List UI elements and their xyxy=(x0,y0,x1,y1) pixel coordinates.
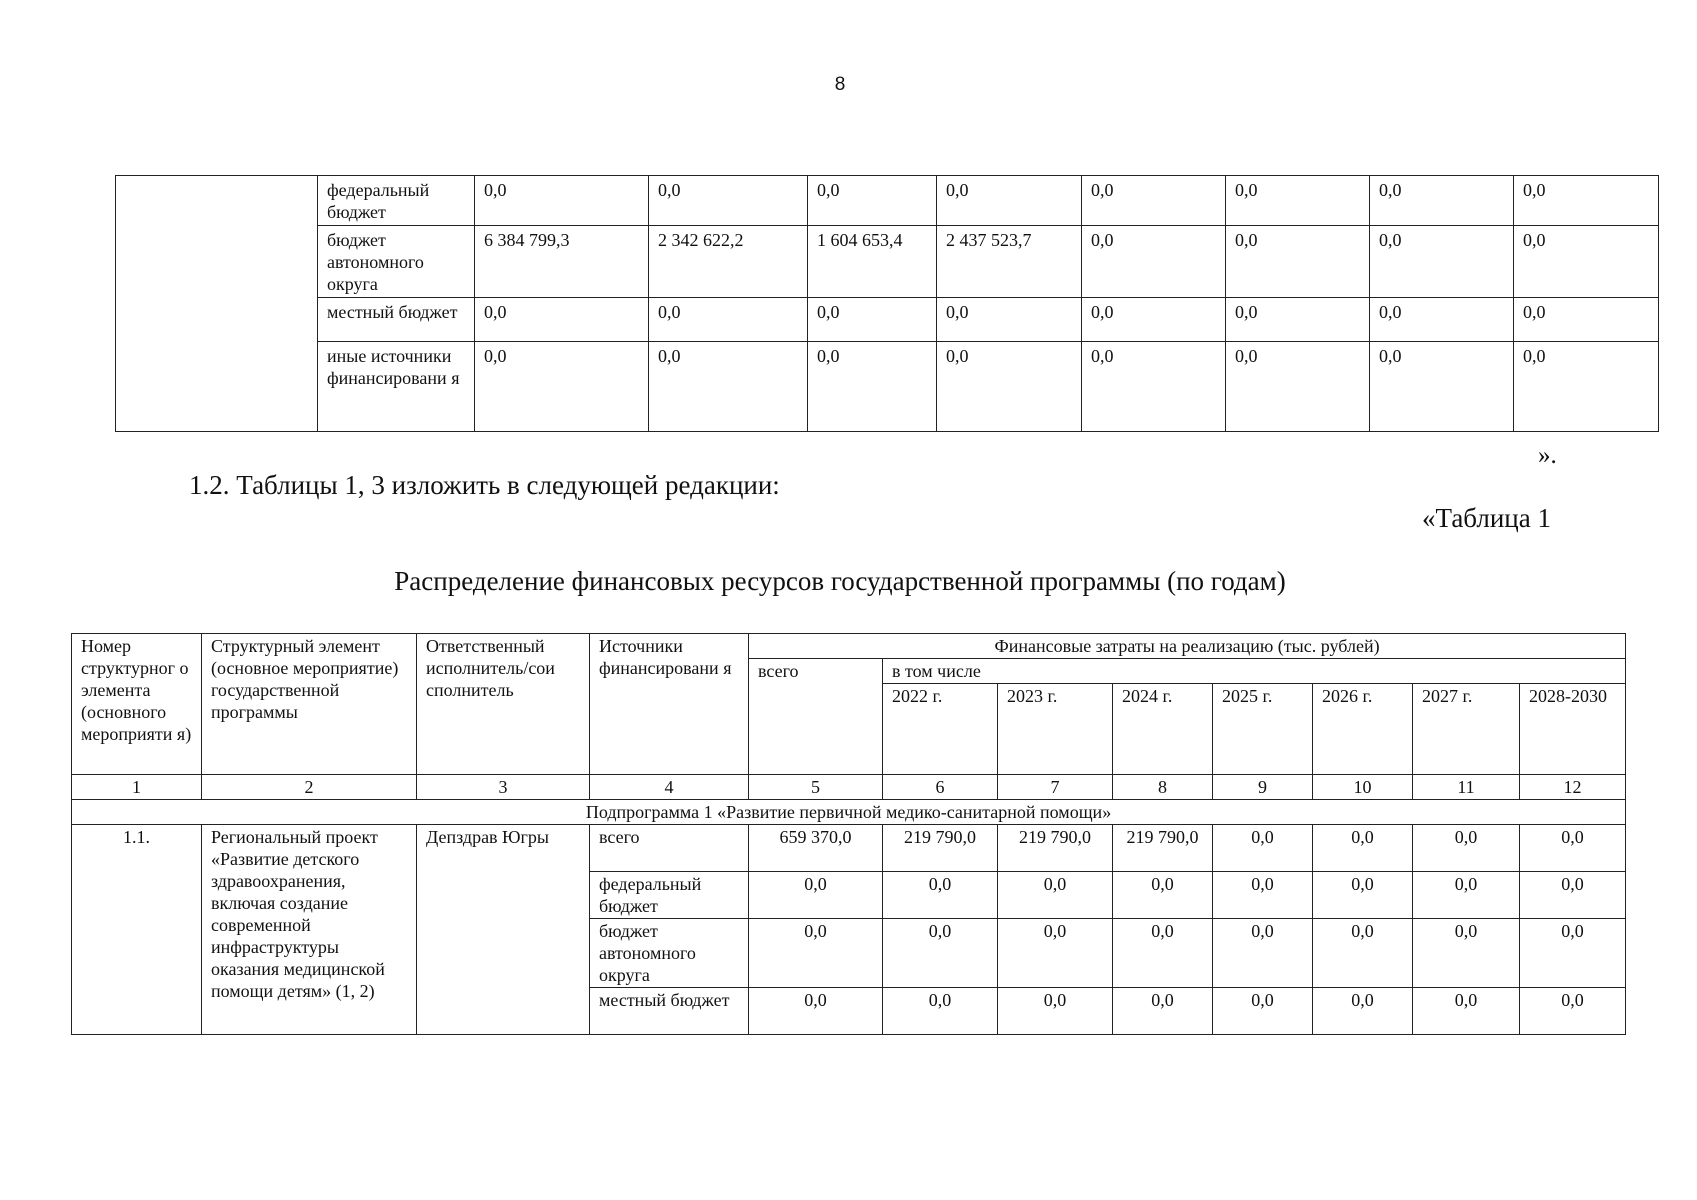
value-cell: 0,0 xyxy=(1113,988,1213,1035)
empty-cell xyxy=(116,176,318,432)
value-cell: 0,0 xyxy=(1520,919,1626,988)
table-row xyxy=(72,825,1626,872)
value-cell: 0,0 xyxy=(1213,825,1313,872)
value-cell: 0,0 xyxy=(749,919,883,988)
subprogram-title: Подпрограмма 1 «Развитие первичной медико-санитарной помощи» xyxy=(72,800,1626,825)
column-number-row xyxy=(72,775,1626,800)
value-cell: 0,0 xyxy=(1313,872,1413,919)
value-cell: 0,0 xyxy=(749,872,883,919)
column-number: 7 xyxy=(998,775,1113,800)
value-cell: 6 384 799,3 xyxy=(475,226,649,298)
column-number: 10 xyxy=(1313,775,1413,800)
value-cell: 0,0 xyxy=(1370,176,1514,226)
value-cell: 0,0 xyxy=(1514,298,1659,342)
item-executor: Депздрав Югры xyxy=(417,825,590,1035)
value-cell: 0,0 xyxy=(1313,825,1413,872)
finance-table xyxy=(71,633,1626,1035)
value-cell: 219 790,0 xyxy=(1113,825,1213,872)
value-cell: 0,0 xyxy=(1082,342,1226,432)
value-cell: 0,0 xyxy=(1082,176,1226,226)
value-cell: 0,0 xyxy=(1370,226,1514,298)
header-year: 2024 г. xyxy=(1113,684,1213,775)
value-cell: 1 604 653,4 xyxy=(808,226,937,298)
value-cell: 0,0 xyxy=(1226,298,1370,342)
value-cell: 0,0 xyxy=(1313,919,1413,988)
header-year: 2025 г. xyxy=(1213,684,1313,775)
source-cell: всего xyxy=(590,825,749,872)
value-cell: 0,0 xyxy=(883,872,998,919)
value-cell: 0,0 xyxy=(1514,226,1659,298)
value-cell: 0,0 xyxy=(1413,988,1520,1035)
value-cell: 0,0 xyxy=(1213,919,1313,988)
value-cell: 0,0 xyxy=(1082,226,1226,298)
value-cell: 0,0 xyxy=(883,988,998,1035)
header-executor: Ответственный исполнитель/сои сполнитель xyxy=(417,634,590,775)
value-cell: 0,0 xyxy=(1313,988,1413,1035)
item-element: Региональный проект «Развитие детского здравоохранения, включая создание современной инфраструктуры оказания медицинской помощи детям» (1, 2) xyxy=(202,825,417,1035)
page-number: 8 xyxy=(834,74,846,95)
value-cell: 219 790,0 xyxy=(998,825,1113,872)
header-year: 2023 г. xyxy=(998,684,1113,775)
source-cell: федеральный бюджет xyxy=(318,176,475,226)
header-year: 2022 г. xyxy=(883,684,998,775)
value-cell: 0,0 xyxy=(1514,176,1659,226)
value-cell: 0,0 xyxy=(998,988,1113,1035)
source-cell: бюджет автономного округа xyxy=(318,226,475,298)
value-cell: 0,0 xyxy=(808,342,937,432)
value-cell: 0,0 xyxy=(808,176,937,226)
header-source: Источники финансировани я xyxy=(590,634,749,775)
value-cell: 0,0 xyxy=(1113,872,1213,919)
value-cell: 659 370,0 xyxy=(749,825,883,872)
value-cell: 0,0 xyxy=(937,176,1082,226)
continuation-table xyxy=(115,175,1659,432)
value-cell: 0,0 xyxy=(475,342,649,432)
header-year: 2027 г. xyxy=(1413,684,1520,775)
value-cell: 0,0 xyxy=(475,298,649,342)
column-number: 6 xyxy=(883,775,998,800)
column-number: 9 xyxy=(1213,775,1313,800)
table-row xyxy=(116,176,1659,226)
value-cell: 2 437 523,7 xyxy=(937,226,1082,298)
value-cell: 0,0 xyxy=(1520,988,1626,1035)
source-cell: местный бюджет xyxy=(318,298,475,342)
item-number: 1.1. xyxy=(72,825,202,1035)
source-cell: бюджет автономного округа xyxy=(590,919,749,988)
table-row xyxy=(116,342,1659,432)
value-cell: 0,0 xyxy=(649,342,808,432)
value-cell: 0,0 xyxy=(475,176,649,226)
value-cell: 0,0 xyxy=(1413,825,1520,872)
table-title: Распределение финансовых ресурсов государственной программы (по годам) xyxy=(394,566,1286,596)
column-number: 12 xyxy=(1520,775,1626,800)
header-row xyxy=(72,634,1626,659)
column-number: 3 xyxy=(417,775,590,800)
header-element: Структурный элемент (основное мероприятие) государственной программы xyxy=(202,634,417,775)
header-including: в том числе xyxy=(883,659,1626,684)
value-cell: 0,0 xyxy=(1370,298,1514,342)
value-cell: 0,0 xyxy=(883,919,998,988)
value-cell: 2 342 622,2 xyxy=(649,226,808,298)
table-row xyxy=(116,298,1659,342)
value-cell: 0,0 xyxy=(649,176,808,226)
value-cell: 0,0 xyxy=(998,872,1113,919)
value-cell: 0,0 xyxy=(749,988,883,1035)
source-cell: местный бюджет xyxy=(590,988,749,1035)
header-year: 2026 г. xyxy=(1313,684,1413,775)
header-costs: Финансовые затраты на реализацию (тыс. рублей) xyxy=(749,634,1626,659)
value-cell: 0,0 xyxy=(1226,226,1370,298)
value-cell: 0,0 xyxy=(1113,919,1213,988)
column-number: 2 xyxy=(202,775,417,800)
header-year: 2028-2030 xyxy=(1520,684,1626,775)
value-cell: 0,0 xyxy=(649,298,808,342)
value-cell: 0,0 xyxy=(998,919,1113,988)
value-cell: 0,0 xyxy=(1226,342,1370,432)
value-cell: 0,0 xyxy=(1413,919,1520,988)
value-cell: 0,0 xyxy=(1520,825,1626,872)
value-cell: 0,0 xyxy=(1082,298,1226,342)
value-cell: 0,0 xyxy=(1514,342,1659,432)
subprogram-row xyxy=(72,800,1626,825)
column-number: 5 xyxy=(749,775,883,800)
value-cell: 0,0 xyxy=(808,298,937,342)
column-number: 11 xyxy=(1413,775,1520,800)
closing-quote: ». xyxy=(1538,442,1557,469)
column-number: 8 xyxy=(1113,775,1213,800)
instruction-text: 1.2. Таблицы 1, 3 изложить в следующей редакции: xyxy=(189,470,780,500)
header-number: Номер структурног о элемента (основного мероприяти я) xyxy=(72,634,202,775)
column-number: 1 xyxy=(72,775,202,800)
value-cell: 0,0 xyxy=(1413,872,1520,919)
table-label: «Таблица 1 xyxy=(1422,503,1551,533)
source-cell: федеральный бюджет xyxy=(590,872,749,919)
value-cell: 219 790,0 xyxy=(883,825,998,872)
value-cell: 0,0 xyxy=(937,298,1082,342)
value-cell: 0,0 xyxy=(1213,988,1313,1035)
column-number: 4 xyxy=(590,775,749,800)
value-cell: 0,0 xyxy=(1226,176,1370,226)
value-cell: 0,0 xyxy=(1370,342,1514,432)
header-total: всего xyxy=(749,659,883,775)
table-row xyxy=(116,226,1659,298)
source-cell: иные источники финансировани я xyxy=(318,342,475,432)
value-cell: 0,0 xyxy=(937,342,1082,432)
value-cell: 0,0 xyxy=(1213,872,1313,919)
value-cell: 0,0 xyxy=(1520,872,1626,919)
